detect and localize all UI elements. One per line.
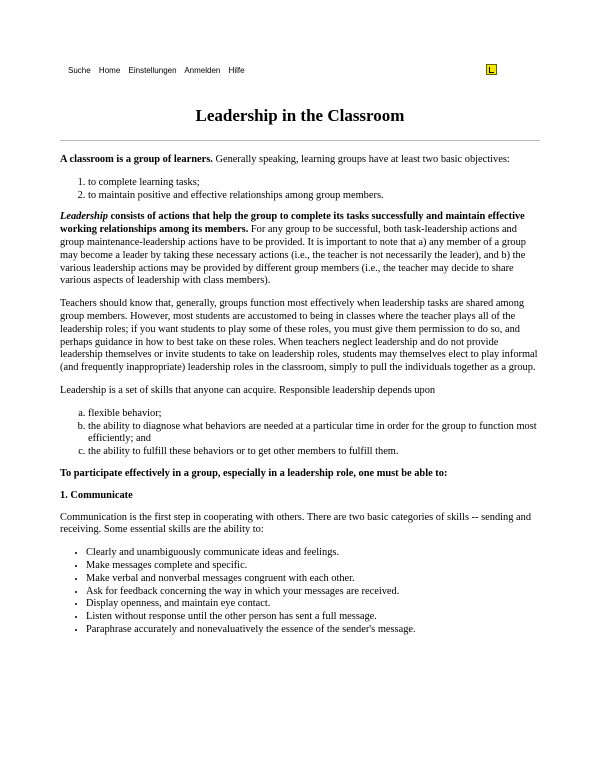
nav-link-home[interactable]: Home — [98, 66, 121, 75]
section-heading-communicate: 1. Communicate — [60, 489, 133, 501]
list-item: • Make verbal and nonverbal messages congruent with each other. — [86, 573, 542, 586]
list-item: 2. to maintain positive and effective relationships among group members. — [88, 190, 542, 203]
list-item: • Paraphrase accurately and nonevaluatively the essence of the sender's message. — [86, 624, 542, 637]
nav-link-hilfe[interactable]: Hilfe — [228, 66, 245, 75]
list-item: b. the ability to diagnose what behaviors are needed at a particular time in order for the group to function most efficiently; and — [88, 421, 542, 447]
edit-icon[interactable] — [486, 64, 497, 75]
nav-link-einstellungen[interactable]: Einstellungen — [128, 66, 177, 75]
list-item: a. flexible behavior; — [88, 408, 542, 421]
leadership-definition-text: For any group to be successful, both task-leadership actions and group maintenance-leadership actions have to be provided. It is important to note that a) any member of a group may become a leader by taking these necessary actions (i.e., the teacher is not necessarily the leader), and b) the various leadership actions may be provided by different group members (i.e., the teacher may decide to share various aspects of leadership with class members). — [60, 224, 526, 287]
page-title: Leadership in the Classroom — [195, 106, 405, 125]
title-divider — [60, 140, 540, 141]
nav-link-anmelden[interactable]: Anmelden — [184, 66, 221, 75]
list-item: c. the ability to fulfill these behaviors or to get other members to fulfill them. — [88, 446, 542, 459]
list-item: 1. to complete learning tasks; — [88, 177, 542, 190]
intro-bold: A classroom is a group of learners. — [60, 154, 213, 165]
article-body — [60, 154, 542, 646]
depends-on-list — [60, 408, 542, 459]
nav-link-suche[interactable]: Suche — [68, 66, 91, 75]
list-item: • Listen without response until the other person has sent a full message. — [86, 611, 542, 624]
list-item: • Clearly and unambiguously communicate ideas and feelings. — [86, 547, 542, 560]
intro-text: Generally speaking, learning groups have at least two basic objectives: — [212, 154, 510, 165]
list-item: • Ask for feedback concerning the way in which your messages are received. — [86, 586, 542, 599]
top-navigation — [68, 66, 251, 75]
list-item: • Display openness, and maintain eye contact. — [86, 598, 542, 611]
teachers-paragraph: Teachers should know that, generally, groups function most effectively when leadership tasks are shared among group members. However, most students are accustomed to being in classes where the teacher plays all of the leadership roles; if you want students to play some of these roles, you must give them permission to do so, and perhaps guidance in how to best take on these roles. When teachers neglect leadership and do not provide leadership themselves or invite students to take on leadership roles, students may themselves elect to play informal (and frequently inappropriate) leadership roles in the classroom, simply to pull the individuals together as a group. — [60, 298, 538, 374]
communicate-skills-list — [60, 547, 542, 637]
participate-heading: To participate effectively in a group, especially in a leadership role, one must be able to: — [60, 467, 448, 479]
skills-intro-paragraph: Leadership is a set of skills that anyone can acquire. Responsible leadership depends upon — [60, 384, 436, 396]
communicate-intro-paragraph: Communication is the first step in cooperating with others. There are two basic categories of skills -- sending and receiving. Some essential skills are the ability to: — [60, 511, 532, 536]
leadership-definition-paragraph — [60, 211, 542, 288]
objectives-list — [60, 177, 542, 203]
list-item: • Make messages complete and specific. — [86, 560, 542, 573]
intro-paragraph — [60, 154, 542, 167]
leadership-definition-bold: consists of actions that help the group to complete its tasks successfully and maintain effective working relationships among its members. — [60, 211, 525, 236]
leadership-term: Leadership — [60, 211, 108, 223]
